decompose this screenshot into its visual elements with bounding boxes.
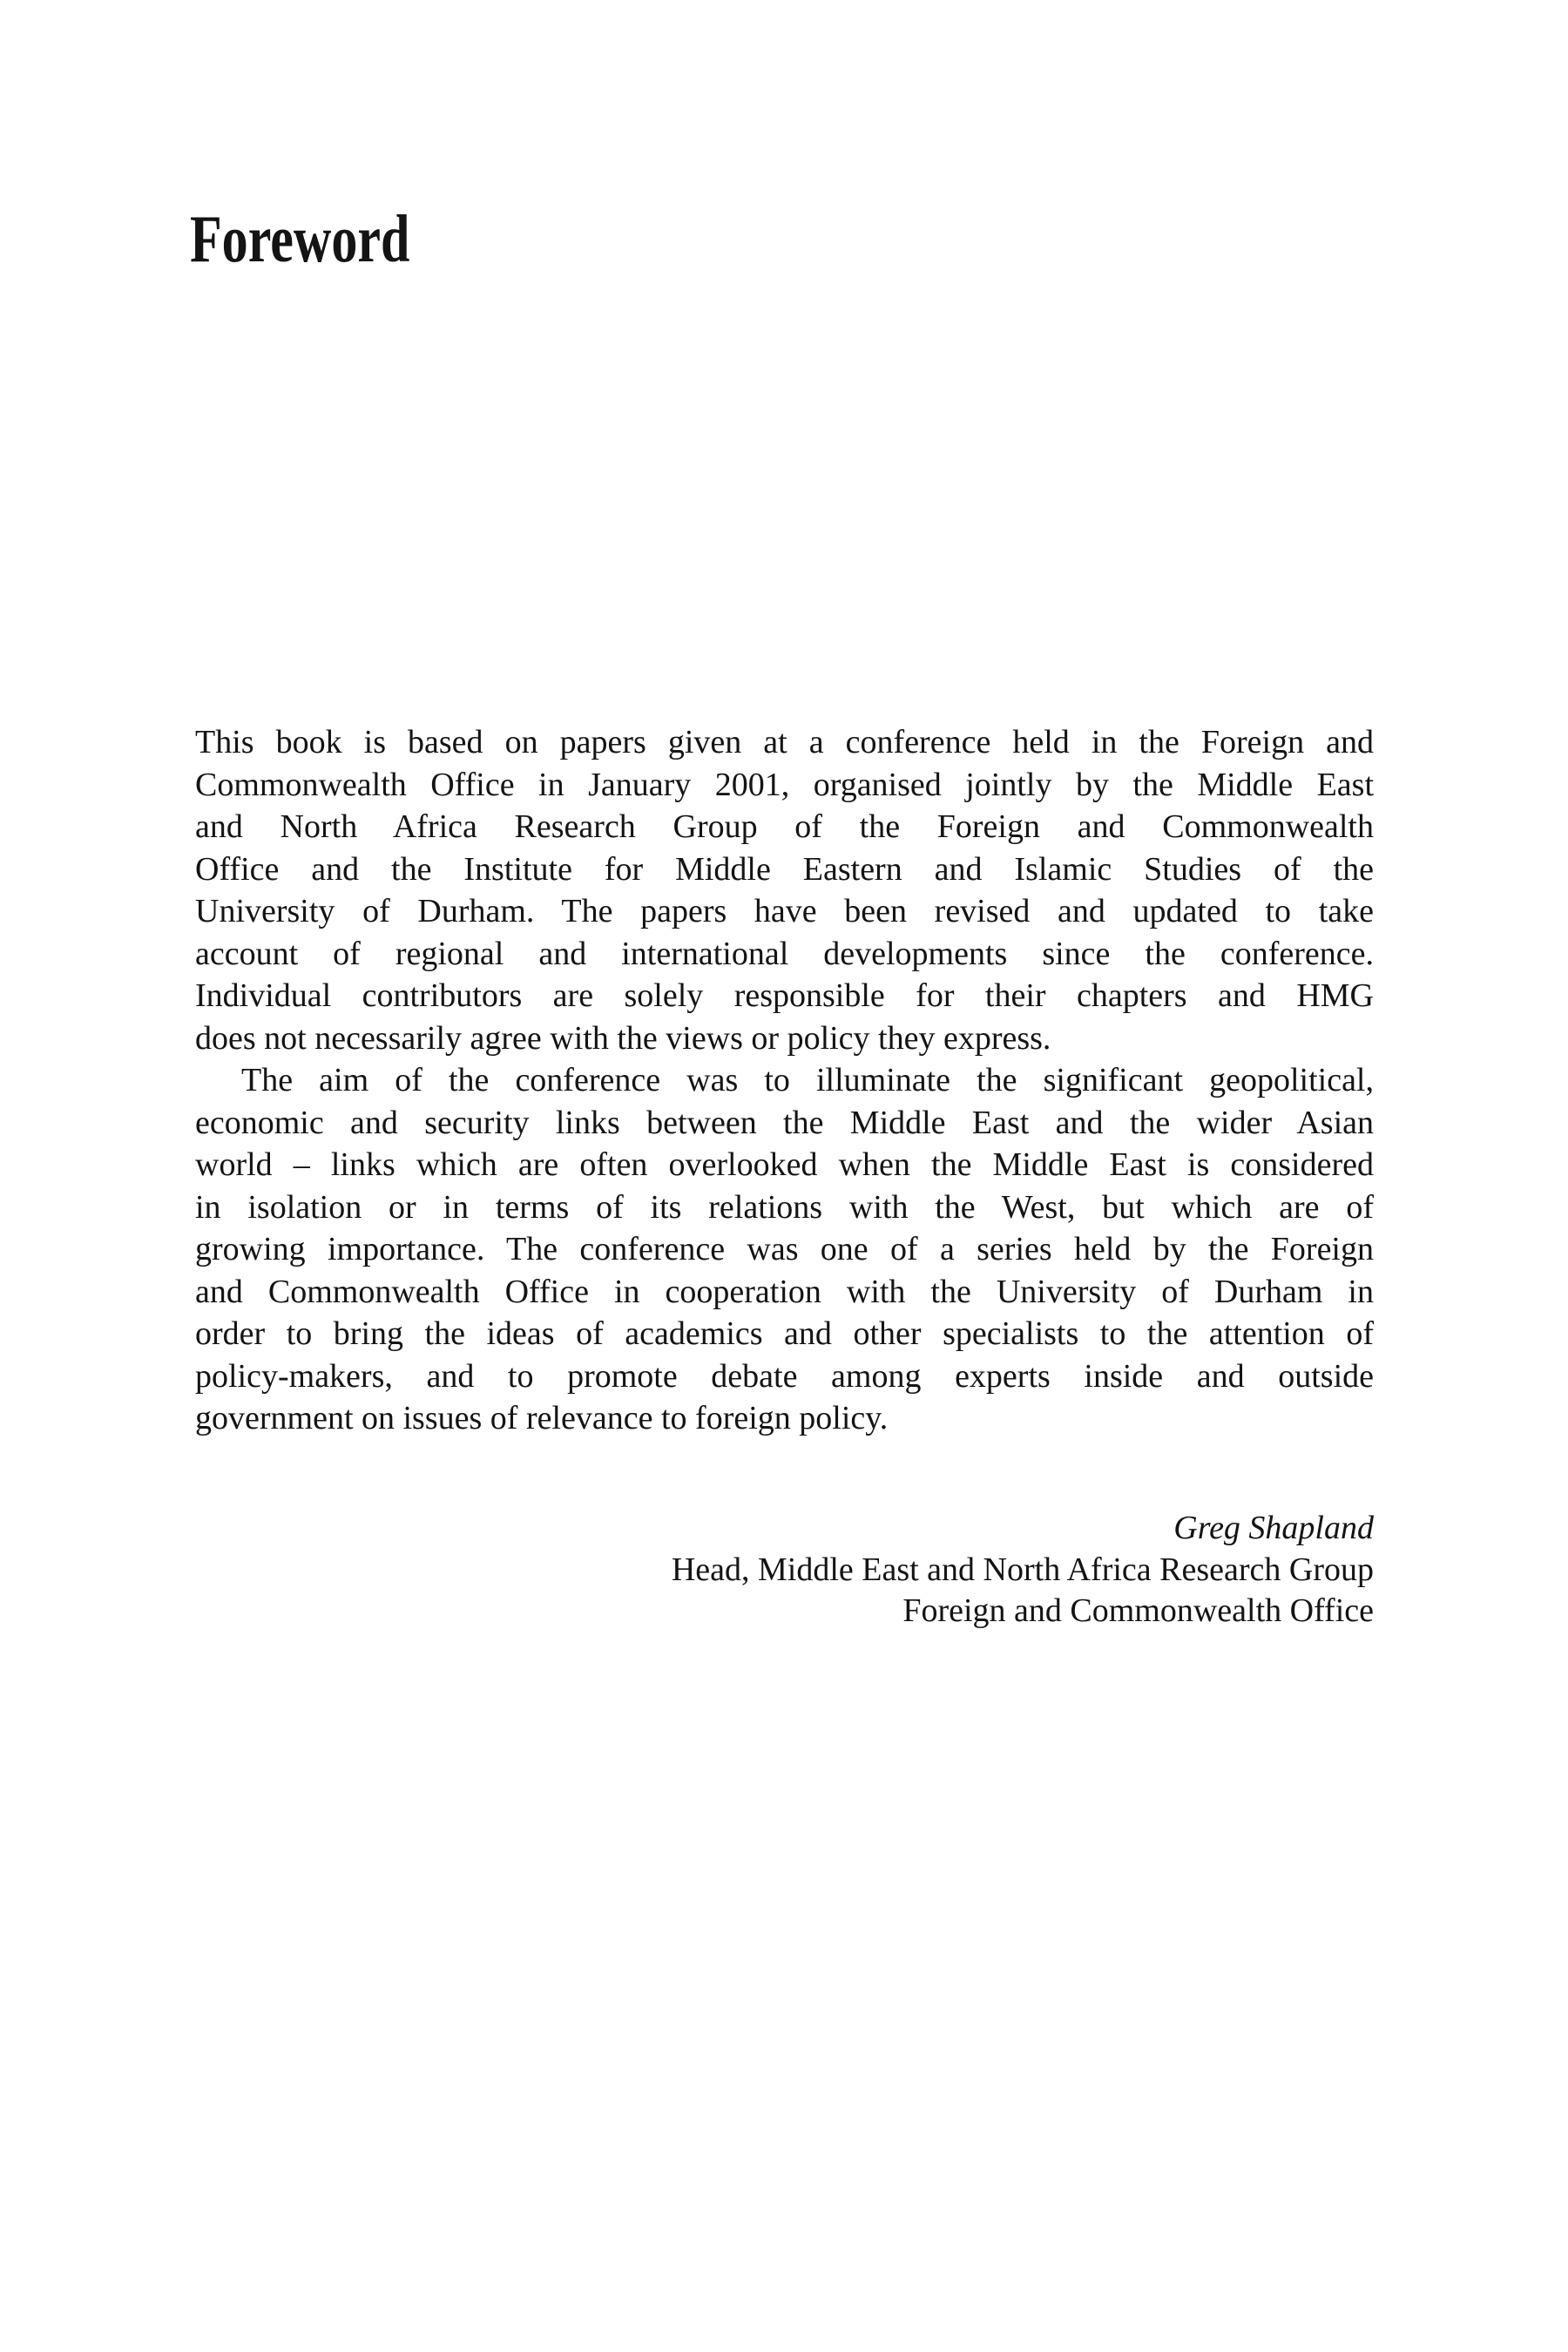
text-line: Commonwealth Office in January 2001, organised jointly by the Middle East: [195, 766, 1374, 803]
text-line: growing importance. The conference was one of a series held by the Foreign: [195, 1231, 1374, 1267]
text-line: policy-makers, and to promote debate among experts inside and outside: [195, 1357, 1374, 1395]
text-line: University of Durham. The papers have been revised and updated to take: [195, 893, 1374, 929]
text-line: government on issues of relevance to foreign policy.: [195, 1400, 889, 1436]
text-line: The aim of the conference was to illuminate the significant geopolitical,: [241, 1062, 1374, 1098]
paragraph: [195, 1059, 1374, 1440]
text-line: account of regional and international developments since the conference.: [195, 935, 1374, 972]
text-line: This book is based on papers given at a conference held in the Foreign and: [195, 724, 1374, 760]
text-line: order to bring the ideas of academics and other specialists to the attention of: [195, 1315, 1374, 1352]
body-text: [195, 721, 1374, 1440]
text-line: in isolation or in terms of its relations with the West, but which are of: [195, 1188, 1374, 1226]
paragraph: [195, 721, 1374, 1059]
text-line: and North Africa Research Group of the Foreign and Commonwealth: [195, 808, 1374, 845]
signature-block: [195, 1508, 1374, 1632]
text-line: economic and security links between the Middle East and the wider Asian: [195, 1104, 1374, 1141]
text-line: and Commonwealth Office in cooperation with the University of Durham in: [195, 1273, 1374, 1310]
text-line: Individual contributors are solely responsible for their chapters and HMG: [195, 977, 1374, 1014]
text-line: does not necessarily agree with the views or policy they express.: [195, 1019, 1051, 1057]
signature-organisation: Foreign and Commonwealth Office: [902, 1592, 1374, 1629]
page-title: Foreword: [190, 201, 410, 276]
signature-name: Greg Shapland: [1173, 1510, 1374, 1546]
text-line: Office and the Institute for Middle Eastern and Islamic Studies of the: [195, 850, 1374, 888]
signature-role: Head, Middle East and North Africa Research Group: [671, 1551, 1374, 1588]
text-line: world – links which are often overlooked when the Middle East is considered: [195, 1146, 1374, 1183]
